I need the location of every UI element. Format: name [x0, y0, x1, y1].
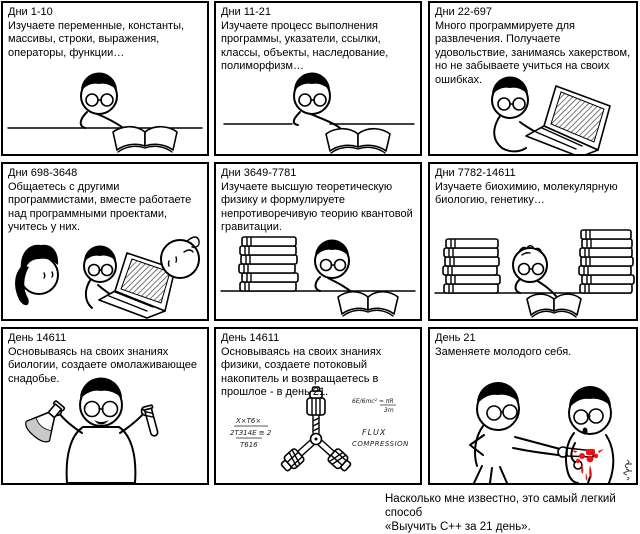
comic-panel-5 [214, 162, 422, 321]
glasses-left-lens [574, 410, 588, 424]
bald-head [161, 237, 199, 278]
glasses-left-lens [86, 94, 98, 106]
panel-7-body: Основываясь на своих знаниях биологии, создаете омолаживающее снадобье. [8, 345, 198, 385]
handwritten-formula-left [230, 417, 272, 449]
formula-line-3: T616 [240, 441, 258, 449]
panel-1-body: Изучаете переменные, константы, массивы, строки, выражения, операторы, функции… [8, 19, 185, 59]
panel-3-text [430, 3, 636, 87]
glasses-right-lens [101, 94, 113, 106]
panel-9-header: День 21 [435, 332, 476, 344]
panel-9-body: Заменяете молодого себя. [435, 345, 572, 358]
comic-panel-7 [1, 327, 209, 485]
open-book [326, 129, 390, 153]
figure-right-arm [120, 413, 144, 433]
panel-1-header: Дни 1-10 [8, 6, 53, 18]
laptop [526, 86, 610, 154]
glasses-right-lens [314, 94, 326, 106]
panel-6-text [430, 164, 636, 208]
flux-label-line-1: FLUX [362, 428, 387, 437]
elixir-figure-illustration [3, 371, 207, 483]
panel-3-header: Дни 22-697 [435, 6, 492, 18]
panel-6-body: Изучаете биохимию, молекулярную биологию, генетику… [435, 180, 618, 206]
comic-panel-1 [1, 1, 209, 156]
panel-8-text [216, 329, 420, 400]
formula-line-1: X×T6× [236, 417, 262, 425]
panel-2-text [216, 3, 420, 74]
comic-caption [385, 492, 637, 534]
flux-capacitor [279, 387, 354, 474]
figure-body [86, 279, 92, 308]
panel-7-header: День 14611 [8, 332, 67, 344]
glasses-right-lens [103, 402, 118, 417]
flux-label-line-2: COMPRESSION [352, 440, 409, 448]
glasses-right-lens [533, 264, 544, 275]
glasses-left-lens [89, 265, 100, 276]
book-stack-left [443, 239, 500, 293]
book-stack-right [579, 230, 634, 293]
stick-figure-reading-illustration [3, 58, 207, 154]
panel-2-body: Изучаете процесс выполнения программы, указатели, ссылки, классы, объекты, наследование, полиморфизм… [221, 19, 389, 72]
girl-head [15, 245, 58, 305]
glasses-left-lens [299, 94, 311, 106]
figure-arm [308, 113, 340, 128]
comic-panel-8 [214, 327, 422, 485]
comic-panel-4 [1, 162, 209, 321]
glasses-right-lens [335, 260, 346, 271]
figure-body [516, 279, 521, 293]
figure-body [81, 112, 87, 128]
glasses-left-lens [498, 98, 510, 110]
caption-line-1: Насколько мне известно, это самый легкий способ [385, 493, 616, 519]
caption-line-2: «Выучить C++ за 21 день». [385, 521, 531, 533]
glasses-left-lens [321, 260, 332, 271]
open-book [338, 292, 398, 316]
artist-signature [624, 460, 632, 480]
open-book [113, 127, 177, 152]
panel-6-header: Дни 7782-14611 [435, 167, 516, 179]
book-stack [239, 237, 298, 291]
glasses-right-lens [503, 405, 517, 419]
shocked-mouth [583, 428, 588, 435]
biology-study-illustration [430, 219, 636, 319]
comic-panel-6 [428, 162, 638, 321]
figure-body [316, 277, 321, 291]
test-tube [142, 405, 160, 437]
panel-8-header: День 14611 [221, 332, 280, 344]
figure-torso [67, 427, 136, 483]
panel-5-text [216, 164, 420, 235]
figure-left-arm [59, 413, 82, 433]
panel-9-text [430, 329, 636, 359]
comic-panel-3 [428, 1, 638, 156]
panel-2-header: Дни 11-21 [221, 6, 272, 18]
figure-body [294, 112, 300, 125]
panel-1-text [3, 3, 207, 60]
comic-panel-2 [214, 1, 422, 156]
glasses-right-lens [102, 265, 113, 276]
flux-hub-dot [315, 438, 318, 441]
glasses-left-lens [85, 402, 100, 417]
handwritten-formula-top [352, 398, 396, 414]
glasses-right-lens [589, 409, 603, 423]
comic-panel-9 [428, 327, 638, 485]
formula-top-line-2: 3m [384, 407, 394, 414]
flux-compression-label [352, 428, 409, 448]
stabbing-scene-illustration [430, 365, 636, 483]
panel-7-text [3, 329, 207, 386]
panel-5-header: Дни 3649-7781 [221, 167, 297, 179]
figure-body [494, 116, 526, 151]
panel-8-body: Основываясь на своих знаниях физики, создаете потоковый накопитель и возвращаетесь в прошлое - в день 21. [221, 345, 382, 398]
glasses-left-lens [487, 406, 501, 420]
formula-line-2: 2T314E ≅ 2 [230, 429, 272, 437]
panel-3-body: Много программируете для развлечения. Получаете удовольствие, занимаясь хакерством, но не забываете учиться на своих ошибках. [435, 19, 631, 86]
open-book [527, 294, 581, 317]
glasses-right-lens [513, 98, 525, 110]
panel-4-text [3, 164, 207, 235]
panel-4-body: Общаетесь с другими программистами, вместе работаете над программными проектами, учитесь у них. [8, 180, 192, 233]
panel-4-header: Дни 698-3648 [8, 167, 78, 179]
glasses-left-lens [519, 264, 530, 275]
formula-top-line-1: 6E/6mc² ≈ πR [352, 398, 394, 405]
panel-5-body: Изучаете высшую теоретическую физику и формулируете непротиворечивую теорию квантовой гравитации. [221, 180, 413, 233]
